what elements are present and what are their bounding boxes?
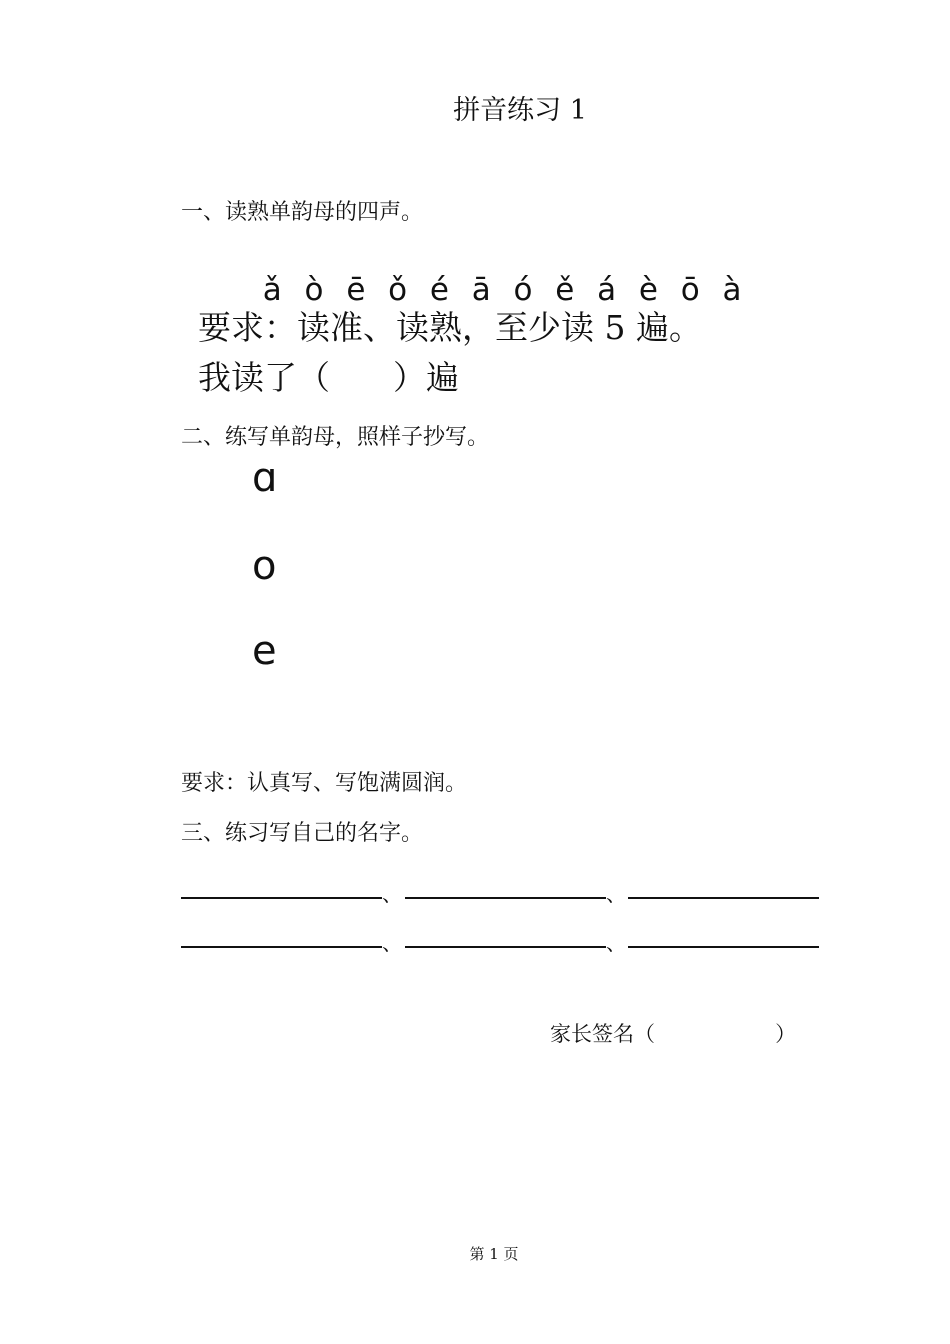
- tone-item: à: [722, 272, 742, 308]
- tone-item: ē: [346, 272, 366, 308]
- letter-e: e: [252, 628, 277, 674]
- page-number: 第 1 页: [469, 1245, 519, 1263]
- separator: 、: [382, 882, 402, 906]
- letter-a: ɑ: [252, 455, 278, 501]
- tone-item: á: [597, 272, 617, 308]
- name-line[interactable]: [628, 897, 819, 899]
- name-line[interactable]: [181, 897, 382, 899]
- separator: 、: [606, 931, 626, 955]
- section-2-heading: 二、练写单韵母，照样子抄写。: [181, 425, 490, 450]
- tone-item: ě: [555, 272, 575, 308]
- section-1-heading: 一、读熟单韵母的四声。: [181, 200, 424, 225]
- name-line[interactable]: [181, 946, 382, 948]
- tone-item: é: [429, 272, 449, 308]
- page-title: 拼音练习 1: [453, 95, 587, 126]
- tone-item: ǎ: [262, 272, 282, 308]
- tone-item: ō: [680, 272, 700, 308]
- separator: 、: [382, 931, 402, 955]
- name-line[interactable]: [405, 897, 606, 899]
- read-count-field[interactable]: 我读了（ ）遍: [198, 358, 459, 397]
- tone-item: ó: [513, 272, 533, 308]
- section-3-heading: 三、练习写自己的名字。: [181, 821, 424, 846]
- writing-requirement: 要求：认真写、写饱满圆润。: [181, 771, 468, 796]
- letter-o: o: [252, 543, 277, 589]
- tone-item: ò: [304, 272, 324, 308]
- reading-requirement: 要求：读准、读熟，至少读 5 遍。: [198, 308, 702, 347]
- tone-item: ǒ: [388, 272, 408, 308]
- tone-item: ā: [471, 272, 491, 308]
- tone-list: [243, 236, 764, 308]
- separator: 、: [606, 882, 626, 906]
- tone-item: è: [638, 272, 658, 308]
- name-line[interactable]: [628, 946, 819, 948]
- parent-signature-field[interactable]: 家长签名（ ）: [550, 1022, 797, 1046]
- name-line[interactable]: [405, 946, 606, 948]
